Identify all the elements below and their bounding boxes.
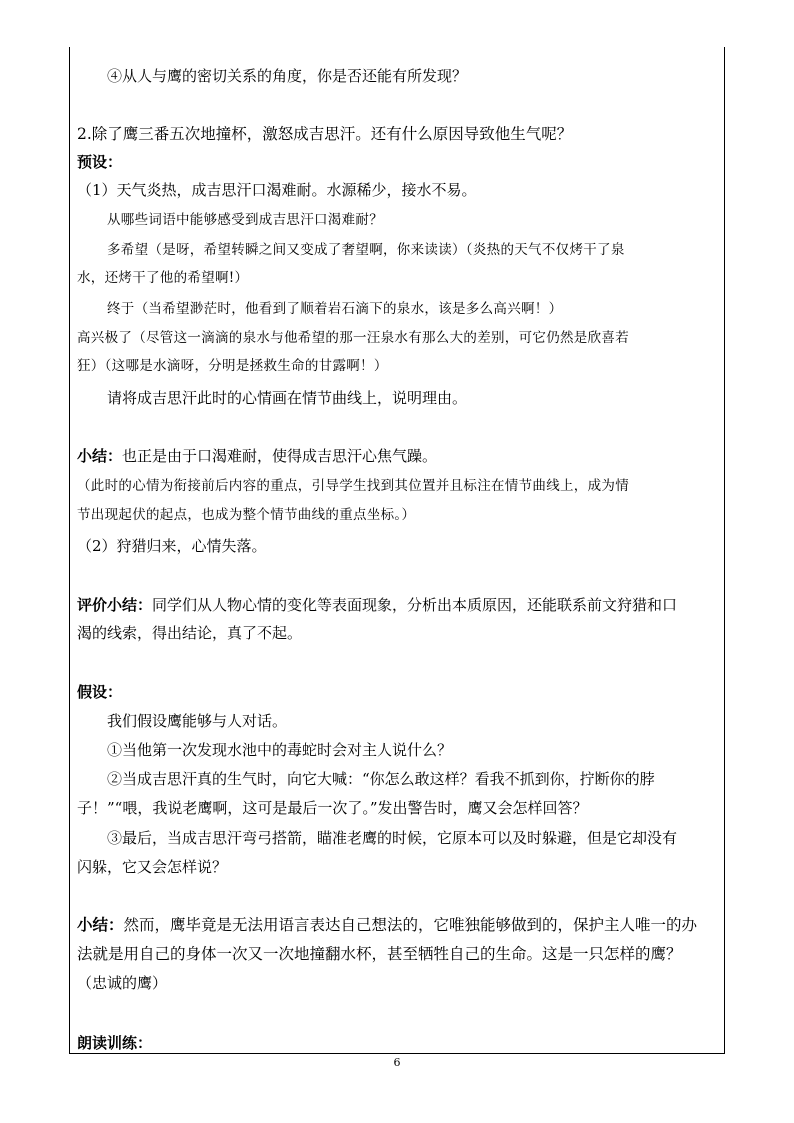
hypothesis-intro: 我们假设鹰能够与人对话。 bbox=[107, 712, 288, 730]
evaluation-label: 评价小结： bbox=[77, 596, 153, 614]
hypothesis-q2-line1: ②当成吉思汗真的生气时，向它大喊：“你怎么敢这样？看我不抓到你，拧断你的脖 bbox=[107, 770, 655, 788]
summary-2-text: 然而，鹰毕竟是无法用语言表达自己想法的，它唯独能够做到的，保护主人唯一的办 bbox=[123, 916, 698, 934]
preset-item-2: （2）狩猎归来，心情失落。 bbox=[77, 537, 267, 555]
phrase-finally: 终于（当希望渺茫时，他看到了顺着岩石滴下的泉水，该是多么高兴啊！） bbox=[107, 301, 563, 317]
summary-2-answer: （忠诚的鹰） bbox=[77, 974, 168, 992]
evaluation-text: 同学们从人物心情的变化等表面现象，分析出本质原因，还能联系前文狩猎和口 bbox=[152, 596, 678, 614]
page-number: 6 bbox=[393, 1056, 401, 1069]
hypothesis-q3-line2: 闪躲，它又会怎样说？ bbox=[77, 858, 228, 876]
preset-item-1: （1）天气炎热，成吉思汗口渴难耐。水源稀少，接水不易。 bbox=[77, 181, 477, 199]
preset-heading: 预设： bbox=[77, 153, 123, 171]
phrase-hope-line2: 水，还烤干了他的希望啊!） bbox=[77, 270, 249, 286]
note-line2: 节出现起伏的起点，也成为整个情节曲线的重点坐标。） bbox=[77, 507, 416, 523]
summary-label: 小结： bbox=[77, 447, 123, 465]
evaluation-summary-line2: 渴的线索，得出结论，真了不起。 bbox=[77, 624, 303, 642]
summary-2-line1 bbox=[77, 915, 697, 935]
question-2: 2.除了鹰三番五次地撞杯，激怒成吉思汗。还有什么原因导致他生气呢？ bbox=[77, 125, 573, 143]
evaluation-summary-line1 bbox=[77, 595, 677, 615]
reading-training-heading: 朗读训练： bbox=[77, 1034, 153, 1052]
instruction-draw-curve: 请将成吉思汗此时的心情画在情节曲线上，说明理由。 bbox=[107, 389, 468, 407]
phrase-hope-line1: 多希望（是呀，希望转瞬之间又变成了奢望啊，你来读读）（炎热的天气不仅烤干了泉 bbox=[107, 242, 625, 258]
summary-1 bbox=[77, 446, 437, 466]
hypothesis-q3-line1: ③最后，当成吉思汗弯弓搭箭，瞄准老鹰的时候，它原本可以及时躲避，但是它却没有 bbox=[107, 829, 678, 847]
question-4: ④从人与鹰的密切关系的角度，你是否还能有所发现？ bbox=[107, 67, 468, 85]
hypothesis-q2-line2: 子！”“喂，我说老鹰啊，这可是最后一次了。”发出警告时，鹰又会怎样回答？ bbox=[77, 799, 588, 817]
sub-question: 从哪些词语中能够感受到成吉思汗口渴难耐？ bbox=[107, 212, 383, 228]
summary-text: 也正是由于口渴难耐，使得成吉思汗心焦气躁。 bbox=[122, 447, 438, 465]
note-line1: （此时的心情为衔接前后内容的重点，引导学生找到其位置并且标注在情节曲线上，成为情 bbox=[77, 478, 629, 494]
phrase-happy-line2: 狂）（这哪是水滴呀，分明是拯救生命的甘露啊！） bbox=[77, 358, 388, 374]
hypothesis-heading: 假设： bbox=[77, 683, 123, 701]
summary-2-line2: 法就是用自己的身体一次又一次地撞翻水杯，甚至牺牲自己的生命。这是一只怎样的鹰？ bbox=[77, 945, 682, 963]
summary-2-label: 小结： bbox=[77, 915, 124, 934]
phrase-happy-line1: 高兴极了（尽管这一滴滴的泉水与他希望的那一汪泉水有那么大的差别，可它仍然是欣喜若 bbox=[77, 330, 629, 346]
hypothesis-q1: ①当他第一次发现水池中的毒蛇时会对主人说什么？ bbox=[107, 741, 453, 759]
